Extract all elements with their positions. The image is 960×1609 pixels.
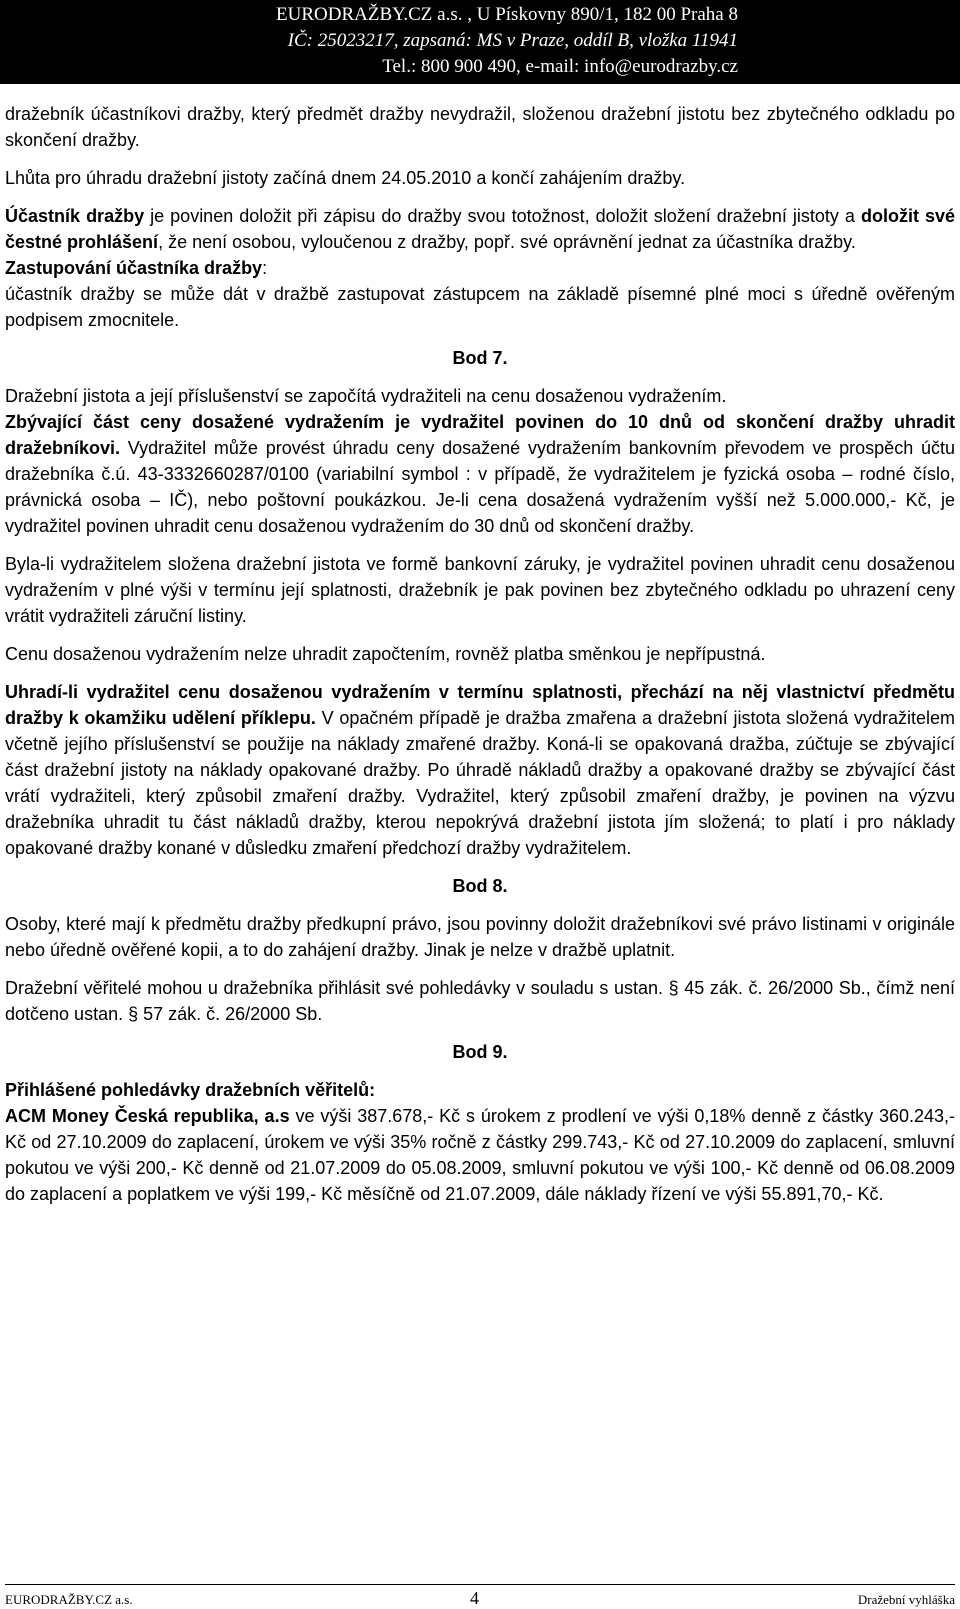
paragraph-deadline: Lhůta pro úhradu dražební jistoty začíná dnem 24.05.2010 a končí zahájením dražby.	[5, 168, 686, 188]
paragraph-payment: Zbývající část ceny dosažené vydražením je vydražitel povinen do 10 dnů od skončení dražby uhradit dražebníkovi. Vydražitel může provést úhradu ceny dosažené vydražením bankovním převodem ve prospěch účtu dražebníka č.ú. 43-3332660287/0100 (variabilní symbol : v případě, že vydražitelem je fyzická osoba – rodné číslo, právnická osoba – IČ), nebo poštovní poukázkou. Je-li cena dosažená vydražením vyšší než 5.000.000,- Kč, je vydražitel povinen uhradit cenu dosaženou vydražením do 30 dnů od skončení dražby.	[5, 412, 955, 536]
page-number: 4	[470, 1588, 479, 1608]
letterhead	[0, 0, 960, 84]
section-heading-bod8: Bod 8.	[452, 876, 508, 896]
letterhead-registration: IČ: 25023217, zapsaná: MS v Praze, oddíl B, vložka 11941	[287, 30, 738, 51]
paragraph-claims-heading: Přihlášené pohledávky dražebních věřitelů:	[5, 1080, 376, 1100]
paragraph-representation: účastník dražby se může dát v dražbě zastupovat zástupcem na základě písemné plné moci s úředně ověřeným podpisem zmocnitele.	[5, 284, 955, 330]
paragraph-no-offset: Cenu dosaženou vydražením nelze uhradit započtením, rovněž platba směnkou je nepřípustná.	[5, 644, 766, 664]
paragraph-creditors: Dražební věřitelé mohou u dražebníka přihlásit své pohledávky v souladu s ustan. § 45 zák. č. 26/2000 Sb., čímž není dotčeno ustan. § 57 zák. č. 26/2000 Sb.	[5, 978, 955, 1024]
paragraph-claim-acm: ACM Money Česká republika, a.s ve výši 387.678,- Kč s úrokem z prodlení ve výši 0,18% denně z částky 360.243,- Kč od 27.10.2009 do zaplacení, úrokem ve výši 35% ročně z částky 299.743,- Kč od 27.10.2009 do zaplacení, smluvní pokutou ve výši 200,- Kč denně od 21.07.2009 do 05.08.2009, smluvní pokutou ve výši 100,- Kč denně od 06.08.2009 do zaplacení a poplatkem ve výši 199,- Kč měsíčně od 21.07.2009, dále náklady řízení ve výši 55.891,70,- Kč.	[5, 1106, 956, 1204]
paragraph-representation-heading: Zastupování účastníka dražby:	[5, 258, 268, 278]
paragraph-deposit-credit: Dražební jistota a její příslušenství se započítá vydražiteli na cenu dosaženou vydražením.	[5, 386, 727, 406]
letterhead-address: EURODRAŽBY.CZ a.s. , U Pískovny 890/1, 182 00 Praha 8	[276, 4, 738, 25]
section-heading-bod9: Bod 9.	[452, 1042, 508, 1062]
paragraph-participant: Účastník dražby je povinen doložit při zápisu do dražby svou totožnost, doložit složení dražební jistoty a doložit své čestné prohlášení, že není osobou, vyloučenou z dražby, popř. své oprávnění jednat za účastníka dražby.	[5, 206, 955, 252]
page-footer	[0, 1584, 960, 1609]
paragraph-bank-guarantee: Byla-li vydražitelem složena dražební jistota ve formě bankovní záruky, je vydražitel povinen uhradit cenu dosaženou vydražením v plné výši v termínu její splatnosti, dražebník je pak povinen bez zbytečného odkladu po uhrazení ceny vrátit vydražiteli záruční listiny.	[5, 554, 955, 626]
letterhead-contact: Tel.: 800 900 490, e-mail: info@eurodrazby.cz	[382, 56, 738, 77]
section-heading-bod7: Bod 7.	[452, 348, 508, 368]
paragraph-ownership: Uhradí-li vydražitel cenu dosaženou vydražením v termínu splatnosti, přechází na něj vlastnictví předmětu dražby k okamžiku udělení příklepu. V opačném případě je dražba zmařena a dražební jistota složená vydražitelem včetně jejího příslušenství se použije na náklady zmařené dražby. Koná-li se opakovaná dražba, zúčtuje se zbývající část dražební jistoty na náklady opakované dražby. Po úhradě nákladů dražby a opakované dražby se zbývající část vrátí vydražiteli, který způsobil zmaření dražby. Vydražitel, který způsobil zmaření dražby, je povinen na výzvu dražebníka uhradit tu část nákladů dražby, kterou nepokrývá dražební jistota jím složená; to platí i pro náklady opakované dražby konané v důsledku zmaření předchozí dražby vydražitelem.	[5, 682, 955, 858]
paragraph-refund: dražebník účastníkovi dražby, který předmět dražby nevydražil, složenou dražební jistotu bez zbytečného odkladu po skončení dražby.	[5, 104, 955, 150]
footer-company: EURODRAŽBY.CZ a.s.	[5, 1592, 133, 1607]
footer-rule	[5, 1584, 955, 1585]
footer-document-title: Dražební vyhláška	[857, 1592, 955, 1607]
paragraph-preemption: Osoby, které mají k předmětu dražby předkupní právo, jsou povinny doložit dražebníkovi své právo listinami v originále nebo úředně ověřené kopii, a to do zahájení dražby. Jinak je nelze v dražbě uplatnit.	[5, 914, 955, 960]
document-body	[5, 101, 955, 1207]
